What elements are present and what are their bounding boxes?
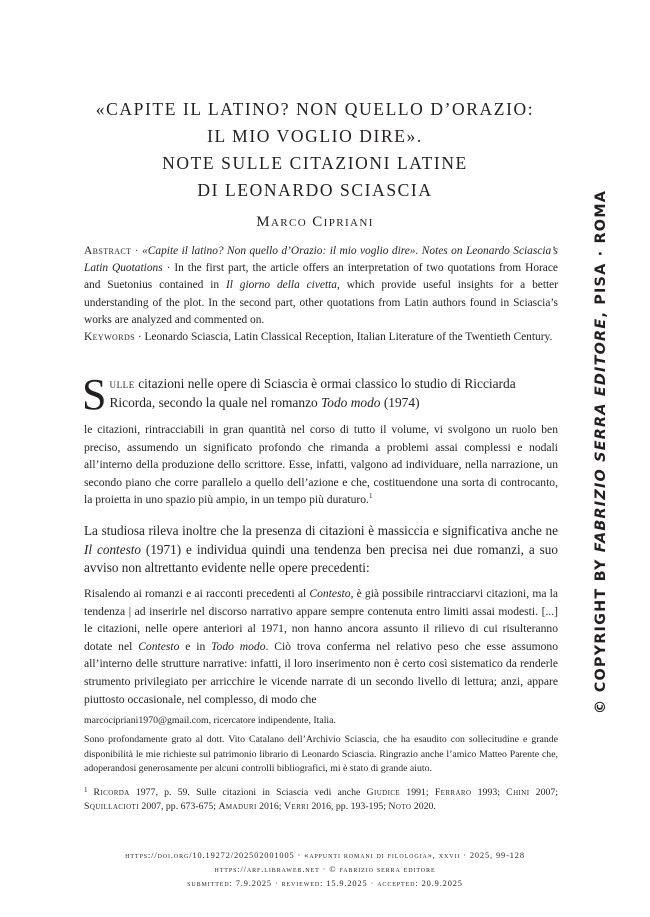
- article-header: [60, 96, 570, 231]
- footnote-1-noto: Noto: [388, 801, 412, 813]
- footnotes-section: [84, 714, 558, 814]
- author-affiliation-note: marcocipriani1970@gmail.com, ricercatore indipendente, Italia.: [84, 715, 336, 726]
- drop-cap: S: [82, 370, 107, 419]
- footer-doi-line: https://doi.org/10.19272/202502001005 · «appunti romani di filologia», xxvii · 2025, 99-128: [125, 851, 525, 860]
- footnote-1-text-2: 1977, p. 59. Sulle citazioni in Sciascia vedi anche: [129, 786, 367, 798]
- article-title-line-2: IL MIO VOGLIO DIRE».: [207, 126, 423, 146]
- author-name: Marco Cipriani: [256, 214, 374, 230]
- block-quote-1-text: [84, 421, 558, 509]
- abstract-label: Abstract: [84, 245, 132, 257]
- para2-text-1: La studiosa rileva inoltre che la presenza di citazioni è massiccia e significativa anche ne: [84, 523, 558, 538]
- footnote-1-ricorda: Ricorda: [93, 786, 130, 798]
- quote2-text-3: e in: [179, 639, 212, 653]
- acknowledgements-note: Sono profondamente grato al dott. Vito Catalano dell’Archivio Sciascia, che ha esaudito con sollecitudine e grande disponibilità le mie richieste sul patrimonio librario di Leonardo Sciascia. Ringrazio anche l’amico Matteo Parente che, adoperandosi generosamente per alcuni controlli bibliografici, mi è stato di grande aiuto.: [84, 734, 558, 775]
- abstract-section: [84, 243, 558, 346]
- keywords-text: · Leonardo Sciascia, Latin Classical Reception, Italian Literature of the Twentieth Century.: [134, 331, 553, 344]
- footnote-1-text-3: 1991;: [400, 786, 435, 798]
- article-title-line-4: DI LEONARDO SCIASCIA: [197, 180, 433, 200]
- footnote-1-amaduri: Amaduri: [218, 801, 257, 813]
- footer-website-line: https://arf.libraweb.net · © fabrizio serra editore: [214, 865, 436, 874]
- footnote-1-squillacioti: Squillacioti: [84, 801, 139, 813]
- block-quote-1-body: le citazioni, rintracciabili in gran quantità nel corso di tutto il volume, vi svolgono un ruolo ben preciso, assumendo un significato profondo che rimanda a problemi assai complessi e nodali all’interno della produzione dello scrittore. Esse, infatti, valgono ad individuare, nella narrazione, un secondo piano che corre parallelo a quello dell’azione e che, costituendone una sorta di controcanto, la proietta in uno spazio più ampio, in un tempo più duraturo.: [84, 423, 558, 507]
- footnote-1-number: 1: [84, 785, 88, 794]
- abstract-paragraph: [84, 243, 558, 329]
- abstract-text-2: , which provide useful insights for a better understanding of the plot. In the second part, other quotations from Latin authors found in Sciascia’s works are analyzed and commented on.: [84, 279, 558, 326]
- footnote-1-verri: Verri: [283, 801, 309, 813]
- quote2-text-2: , è già possibile rintracciarvi citazioni, ma la tendenza | ad inserirle nel discorso narrativo appare sempre contenuta entro limiti assai modesti. [...] le citazioni, nelle opere anteriori al 1971, non hanno ancora assunto il rilievo di cui risulteranno dotate nel: [84, 587, 558, 653]
- abstract-book-title: Il giorno della civetta: [225, 279, 337, 292]
- abstract-separator: ·: [131, 245, 143, 257]
- opening-book-title: Todo modo: [321, 394, 381, 410]
- keywords-paragraph: [84, 329, 558, 346]
- footnote-1-text-8: 2016, pp. 193-195;: [308, 801, 389, 813]
- keywords-label: Keywords: [84, 331, 135, 344]
- quote2-text-1: Risalendo ai romanzi e ai racconti precedenti al: [84, 587, 310, 600]
- footer-dates-line: submitted: 7.9.2025 · reviewed: 15.9.2025 · accepted: 20.9.2025: [187, 879, 463, 888]
- article-title-line-3: NOTE SULLE CITAZIONI LATINE: [162, 153, 468, 173]
- footnote-1-text-6: 2007, pp. 673-675;: [138, 801, 219, 813]
- block-quote-1: [84, 421, 558, 509]
- block-quote-2: [84, 585, 558, 708]
- page-footer: [60, 849, 590, 891]
- copyright-publisher: FABRIZIO SERRA EDITORE: [593, 317, 609, 553]
- abstract-text-1: · In the first part, the article offers an interpretation of two quotations from Horace and Suetonius contained in: [84, 262, 558, 292]
- opening-first-word: ulle: [109, 376, 135, 391]
- footnote-1-chini: Chini: [506, 786, 530, 798]
- footnote-1-text-5: 2007;: [529, 786, 558, 798]
- quote2-book-2: Contesto: [138, 639, 180, 653]
- quote2-book-3: Todo modo: [211, 639, 266, 653]
- body-paragraph-2-text: [84, 522, 558, 578]
- copyright-text: [593, 190, 609, 714]
- para2-text-2: (1971) e individua quindi una tendenza ben precisa nei due romanzi, a suo avviso non altrettanto evidente nelle opere precedenti:: [84, 541, 558, 576]
- quote2-text-4: . Ciò trova conferma nel relativo peso che esse assumono all’interno delle strutture narrative: infatti, il loro inserimento non è certo così sistematico da renderle strumento privilegiato per arricchire le vicende narrate di un secondo livello di lettura; anzi, appare piuttosto occasionale, nel complesso, di modo che: [84, 639, 559, 706]
- opening-paragraph: [82, 370, 558, 419]
- copyright-part-3: , PISA · ROMA: [593, 189, 609, 318]
- footnote-reference[interactable]: 1: [368, 492, 373, 501]
- footnote-1-text-7: 2016;: [256, 801, 284, 813]
- footnote-1-giudice: Giudice: [366, 786, 401, 798]
- footnote-1-ferraro: Ferraro: [434, 786, 472, 798]
- opening-text-2: (1974): [380, 394, 420, 410]
- block-quote-2-text: [84, 585, 558, 708]
- body-paragraph-2: [84, 522, 558, 578]
- quote2-book-1: Contesto: [309, 587, 351, 600]
- footnote-1-text-9: 2020.: [411, 801, 436, 813]
- copyright-part-1: © COPYRIGHT BY: [593, 552, 609, 715]
- abstract-english-title: «Capite il latino? Non quello d’Orazio: il mio voglio dire». Notes on Leonardo Sciascia’s Latin Quotations: [84, 245, 558, 275]
- opening-text-1: citazioni nelle opere di Sciascia è ormai classico lo studio di Ricciarda Ricorda, secondo la quale nel romanzo: [109, 376, 516, 410]
- para2-book-title: Il contesto: [84, 541, 141, 557]
- article-title-line-1: «CAPITE IL LATINO? NON QUELLO D’ORAZIO:: [95, 99, 535, 119]
- footnote-1: [84, 783, 558, 815]
- footnote-1-text-4: 1993;: [471, 786, 507, 798]
